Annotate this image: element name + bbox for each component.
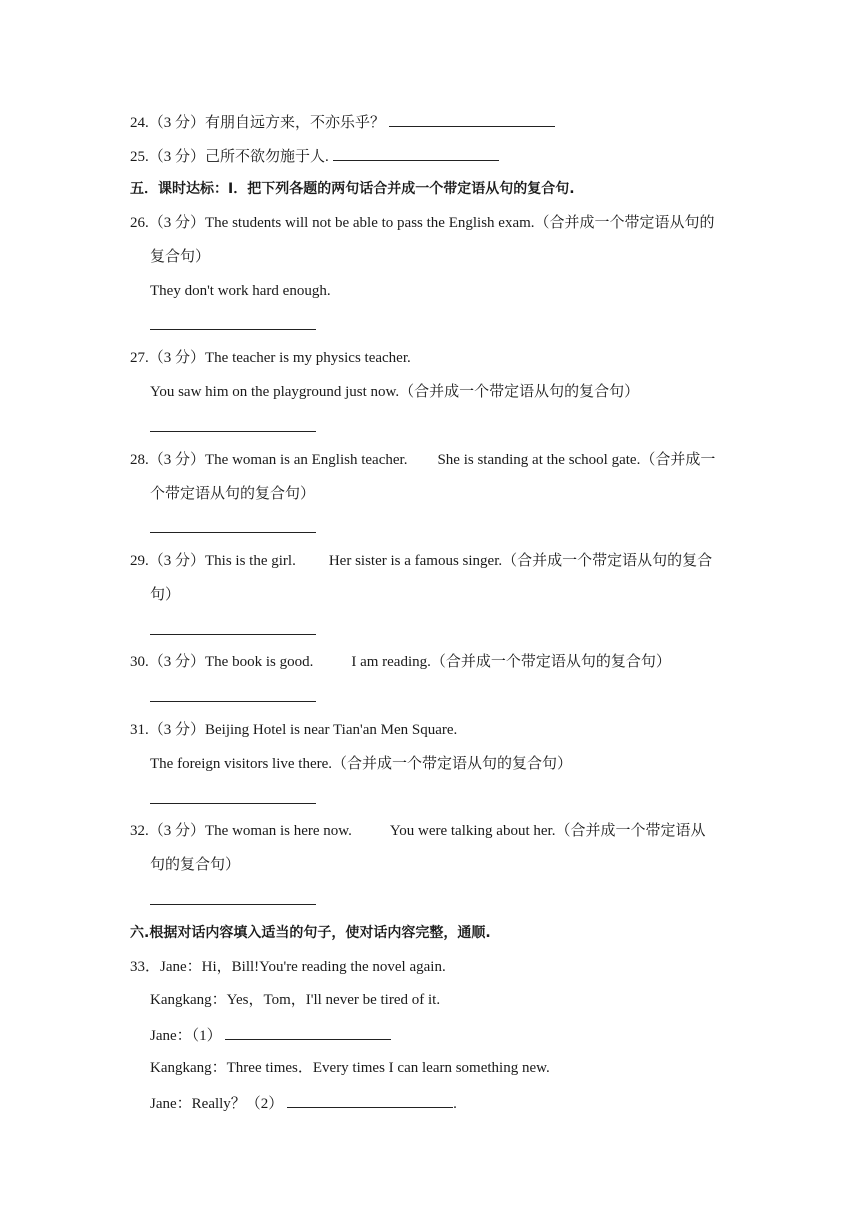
question-32-line-1: [130, 821, 705, 841]
dialogue-blank-1[interactable]: [225, 1024, 391, 1040]
question-26-line-1: 26.（3 分）The students will not be able to pass the English exam.（合并成一个带定语从句的: [130, 215, 715, 231]
question-27-line-2: You saw him on the playground just now.（合并成一个带定语从句的复合句）: [150, 384, 640, 400]
answer-line-27[interactable]: [150, 431, 316, 432]
answer-blank-25[interactable]: [333, 145, 499, 161]
question-25-text: 25.（3 分）己所不欲勿施于人.: [130, 149, 329, 165]
answer-line-31[interactable]: [150, 803, 316, 804]
question-24: [130, 111, 555, 133]
dialogue-blank-2[interactable]: [287, 1092, 453, 1108]
question-30-line: [130, 652, 671, 672]
question-32-part-2: You were talking about her.（合并成一个带定语从: [389, 823, 706, 839]
question-28-line-1: [130, 450, 715, 470]
question-30-part-2: I am reading.（合并成一个带定语从句的复合句）: [351, 654, 671, 670]
question-28-part-2: She is standing at the school gate.（合并成一: [437, 452, 716, 468]
question-29-line-1: [130, 551, 712, 571]
dialogue-line-3: [150, 1024, 391, 1046]
question-30-part-1: 30.（3 分）The book is good.: [130, 654, 314, 670]
question-29-part-1: 29.（3 分）This is the girl.: [130, 553, 296, 569]
dialogue-line-5-end: .: [453, 1096, 457, 1112]
question-28-line-2: 个带定语从句的复合句）: [150, 486, 316, 502]
question-26-line-3: They don't work hard enough.: [150, 283, 331, 299]
dialogue-line-5: [150, 1092, 457, 1114]
answer-line-29[interactable]: [150, 634, 316, 635]
dialogue-line-5-text: Jane：Really？（2）: [150, 1096, 284, 1112]
question-26-line-2: 复合句）: [150, 249, 211, 265]
question-25: [130, 145, 499, 167]
dialogue-line-2: Kangkang：Yes，Tom，I'll never be tired of it.: [150, 992, 441, 1008]
question-29-line-2: 句）: [150, 587, 181, 603]
question-28-part-1: 28.（3 分）The woman is an English teacher.: [130, 452, 408, 468]
question-32-part-1: 32.（3 分）The woman is here now.: [130, 823, 352, 839]
question-31-line-1: 31.（3 分）Beijing Hotel is near Tian'an Men Square.: [130, 722, 458, 738]
question-31-line-2: The foreign visitors live there.（合并成一个带定语从句的复合句）: [150, 756, 573, 772]
question-24-text: 24.（3 分）有朋自远方来，不亦乐乎？: [130, 115, 386, 131]
section-6-heading: 六.根据对话内容填入适当的句子，使对话内容完整，通顺.: [130, 925, 491, 941]
answer-line-32[interactable]: [150, 904, 316, 905]
answer-blank-24[interactable]: [389, 111, 555, 127]
section-5-heading: 五．课时达标：Ⅰ．把下列各题的两句话合并成一个带定语从句的复合句.: [130, 181, 575, 197]
question-27-line-1: 27.（3 分）The teacher is my physics teacher.: [130, 350, 411, 366]
question-29-part-2: Her sister is a famous singer.（合并成一个带定语从句的复合: [328, 553, 713, 569]
dialogue-line-1: 33．Jane：Hi，Bill!You're reading the novel again.: [130, 959, 446, 975]
question-32-line-2: 句的复合句）: [150, 857, 241, 873]
dialogue-line-4: Kangkang：Three times．Every times I can learn something new.: [150, 1060, 550, 1076]
answer-line-26[interactable]: [150, 329, 316, 330]
answer-line-30[interactable]: [150, 701, 316, 702]
answer-line-28[interactable]: [150, 532, 316, 533]
dialogue-line-3-text: Jane：（1）: [150, 1028, 222, 1044]
